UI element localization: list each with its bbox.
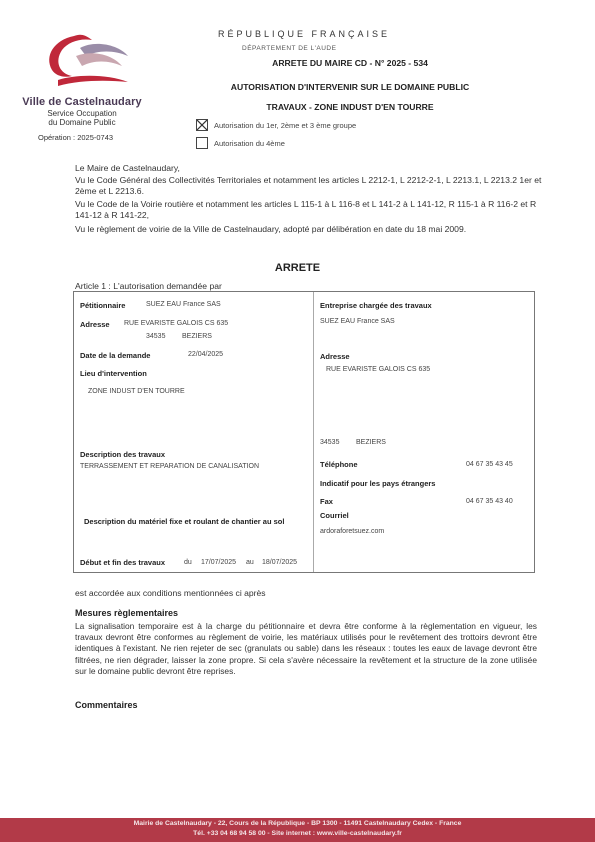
checkbox-groupe-1-3[interactable] xyxy=(196,119,208,131)
petitionnaire-label: Pétitionnaire xyxy=(80,301,126,310)
lieu-intervention-label: Lieu d'intervention xyxy=(80,369,147,378)
lieu-intervention-value: ZONE INDUST D'EN TOURRE xyxy=(88,388,185,395)
adresse-label: Adresse xyxy=(80,320,110,329)
city-logo xyxy=(22,30,142,142)
request-form-box xyxy=(73,291,535,573)
arrete-heading: ARRETE xyxy=(274,262,321,274)
form-column-divider xyxy=(313,292,314,572)
logo-city-name: Ville de Castelnaudary xyxy=(22,96,142,108)
autorisation-title: AUTORISATION D'INTERVENIR SUR LE DOMAINE PUBLIC xyxy=(230,82,470,92)
fax-label: Fax xyxy=(320,497,333,506)
logo-service-line1: Service Occupation xyxy=(47,109,117,118)
telephone-label: Téléphone xyxy=(320,460,358,469)
intro-maire: Le Maire de Castelnaudary, xyxy=(75,163,180,173)
arrete-number-title: ARRETE DU MAIRE CD - N° 2025 - 534 xyxy=(272,58,428,68)
date-demande-label: Date de la demande xyxy=(80,351,151,360)
du-label: du xyxy=(184,559,192,566)
adresse-value: RUE EVARISTE GALOIS CS 635 xyxy=(124,320,229,327)
entreprise-adresse-value: RUE EVARISTE GALOIS CS 635 xyxy=(326,366,431,373)
logo-service-line2: du Domaine Public xyxy=(48,118,116,127)
description-travaux-label: Description des travaux xyxy=(80,450,166,459)
indicatif-label: Indicatif pour les pays étrangers xyxy=(320,479,436,488)
description-travaux-value: TERRASSEMENT ET REPARATION DE CANALISATION xyxy=(80,463,260,470)
debut-value: 17/07/2025 xyxy=(201,559,237,566)
fin-value: 18/07/2025 xyxy=(262,559,298,566)
telephone-value: 04 67 35 43 45 xyxy=(466,461,513,468)
operation-number: Opération : 2025-0743 xyxy=(38,133,114,142)
date-demande-value: 22/04/2025 xyxy=(188,351,224,358)
au-label: au xyxy=(246,559,254,566)
check-cross-icon xyxy=(197,120,207,130)
castelnaudary-logo-icon xyxy=(36,30,136,94)
ville-value: BEZIERS xyxy=(182,333,212,340)
intro-vu-cgct: Vu le Code Général des Collectivités Territoriales et notamment les articles L 2212-1, L 2212-2-1, L 2213.1, L 2213.2 1er et 2ème et L 2213.6. xyxy=(75,175,542,196)
travaux-title: TRAVAUX - ZONE INDUST D'EN TOURRE xyxy=(266,102,434,112)
republique-title: RÉPUBLIQUE FRANÇAISE xyxy=(218,29,391,39)
intro-vu-voirie: Vu le Code de la Voirie routière et notamment les articles L 115-1 à L 116-8 et L 141-2 à L 141-12, R 115-1 à R 116-2 et R 141-12 à R 141-22, xyxy=(75,199,537,220)
debut-fin-label: Début et fin des travaux xyxy=(80,558,166,567)
departement-label: DÉPARTEMENT DE L'AUDE xyxy=(242,45,337,52)
entreprise-ville-value: BEZIERS xyxy=(356,439,386,446)
materiel-label: Description du matériel fixe et roulant de chantier au sol xyxy=(84,517,285,526)
intro-vu-reglement: Vu le règlement de voirie de la Ville de Castelnaudary, adopté par délibération en date du 18 mai 2009. xyxy=(75,224,467,234)
mesures-text: La signalisation temporaire est à la charge du pétitionnaire et devra être conforme à la règlementation en vigueur, les travaux devront être conformes au règlement de voirie, les matériaux utilisés pour le revêtement des trottoirs devront être identiques à l'existant. Ne rien rejeter de sec (granulats ou sable) dans les réseaux : toutes les eaux de lavage devront être filtrées, ne rien dégrader, laisser la zone propre. Si cela s'avère nécessaire la revêtement et la structure de la zone utilisée sur le domaine public devront être reprises. xyxy=(75,621,537,676)
fax-value: 04 67 35 43 40 xyxy=(466,498,513,505)
checkbox-label-groupe-4: Autorisation du 4ème xyxy=(214,139,285,148)
logo-service-name xyxy=(22,109,142,127)
article-1: Article 1 : L'autorisation demandée par xyxy=(75,281,222,291)
petitionnaire-value: SUEZ EAU France SAS xyxy=(146,301,221,308)
checkbox-groupe-4[interactable] xyxy=(196,137,208,149)
courriel-value: ardoraforetsuez.com xyxy=(320,528,385,535)
entreprise-value: SUEZ EAU France SAS xyxy=(320,318,395,325)
entreprise-cp-value: 34535 xyxy=(320,439,340,446)
footer-address: Mairie de Castelnaudary - 22, Cours de la République - BP 1300 - 11491 Castelnaudary Cedex - France xyxy=(133,820,462,827)
cp-value: 34535 xyxy=(146,333,166,340)
courriel-label: Courriel xyxy=(320,511,349,520)
entreprise-label: Entreprise chargée des travaux xyxy=(320,301,432,310)
accorde-conditions: est accordée aux conditions mentionnées ci après xyxy=(75,588,266,598)
checkbox-label-groupe-1-3: Autorisation du 1er, 2ème et 3 ème groupe xyxy=(214,121,357,130)
footer-contact: Tél. +33 04 68 94 58 00 - Site internet : www.ville-castelnaudary.fr xyxy=(193,830,402,837)
commentaires-title: Commentaires xyxy=(75,700,138,710)
entreprise-adresse-label: Adresse xyxy=(320,352,350,361)
mesures-title: Mesures règlementaires xyxy=(75,608,179,618)
